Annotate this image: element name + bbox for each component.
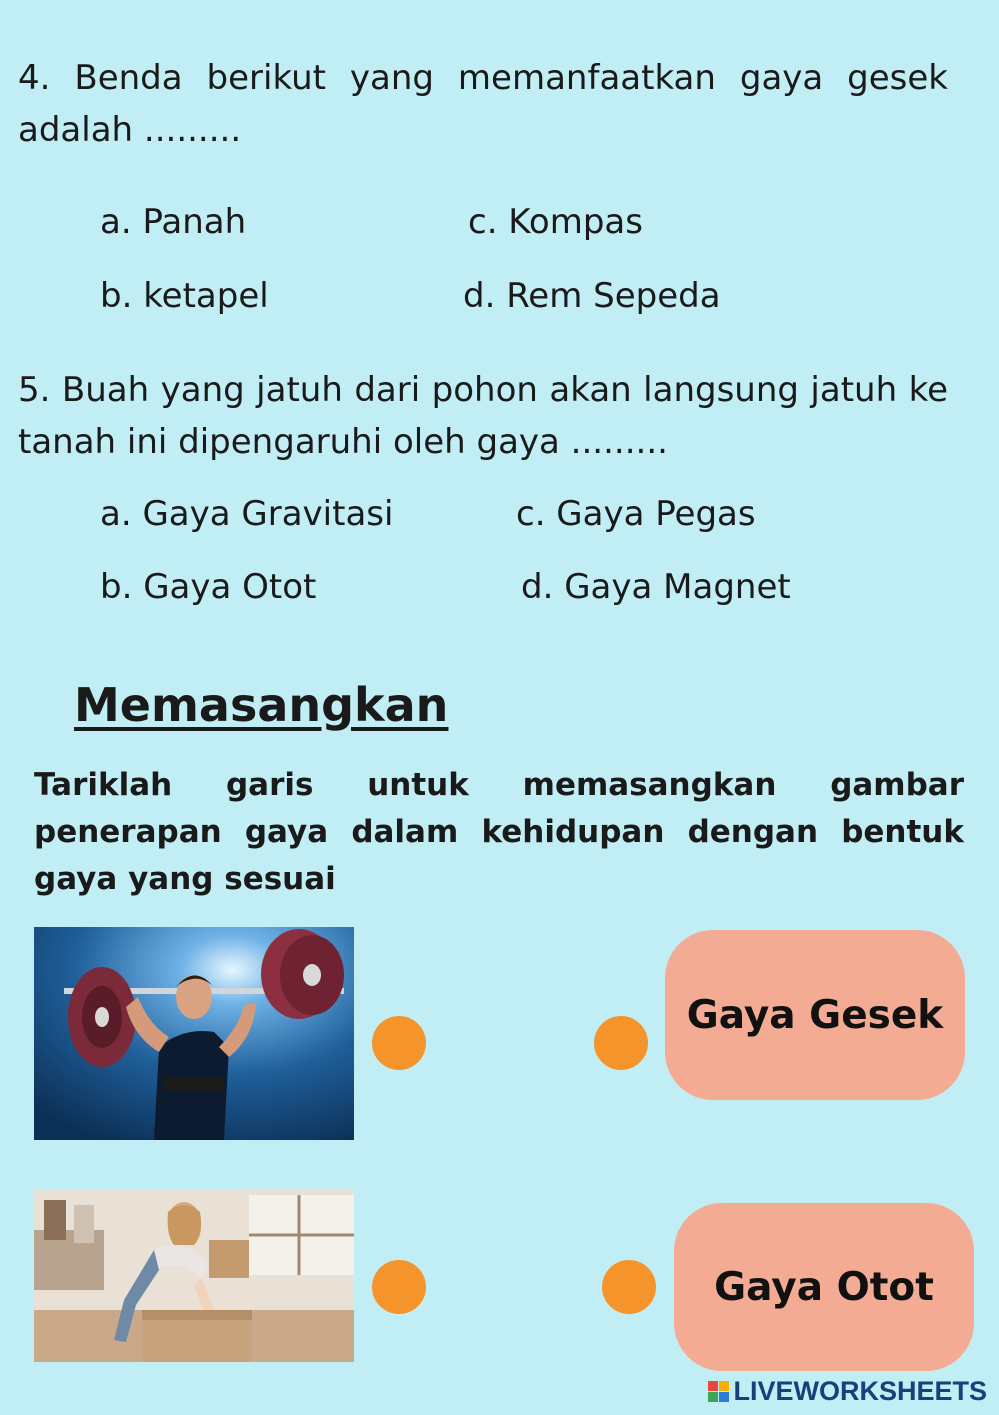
question-4-option-a[interactable]: a. Panah — [100, 202, 247, 242]
matching-instruction: Tariklah garis untuk memasangkan gambar penerapan gaya dalam kehidupan dengan bentuk gaya yang sesuai — [34, 767, 964, 897]
match-dot-answer-1[interactable] — [594, 1016, 648, 1070]
question-4-text: 4. Benda berikut yang memanfaatkan gaya gesek adalah ......... — [18, 58, 948, 150]
question-5-option-c[interactable]: c. Gaya Pegas — [516, 494, 756, 534]
liveworksheets-logo-icon — [708, 1381, 729, 1402]
liveworksheets-brand-name: LIVEWORKSHEETS — [733, 1376, 987, 1406]
answer-card-gaya-gesek: Gaya Gesek — [665, 930, 965, 1100]
weightlifter-photo — [34, 927, 354, 1140]
question-4-option-b[interactable]: b. ketapel — [100, 276, 269, 316]
match-dot-answer-2[interactable] — [602, 1260, 656, 1314]
question-5-option-a[interactable]: a. Gaya Gravitasi — [100, 494, 394, 534]
match-dot-image-1[interactable] — [372, 1016, 426, 1070]
answer-card-gaya-otot: Gaya Otot — [674, 1203, 974, 1371]
question-4-option-d[interactable]: d. Rem Sepeda — [463, 276, 721, 316]
question-5-text: 5. Buah yang jatuh dari pohon akan langsung jatuh ke tanah ini dipengaruhi oleh gaya ......... — [18, 370, 948, 462]
girl-pushing-box-photo — [34, 1190, 354, 1362]
section-title: Memasangkan — [74, 678, 449, 732]
match-dot-image-2[interactable] — [372, 1260, 426, 1314]
question-5-option-b[interactable]: b. Gaya Otot — [100, 567, 317, 607]
question-5-option-d[interactable]: d. Gaya Magnet — [521, 567, 791, 607]
question-4-option-c[interactable]: c. Kompas — [468, 202, 643, 242]
liveworksheets-logo — [708, 1376, 987, 1407]
